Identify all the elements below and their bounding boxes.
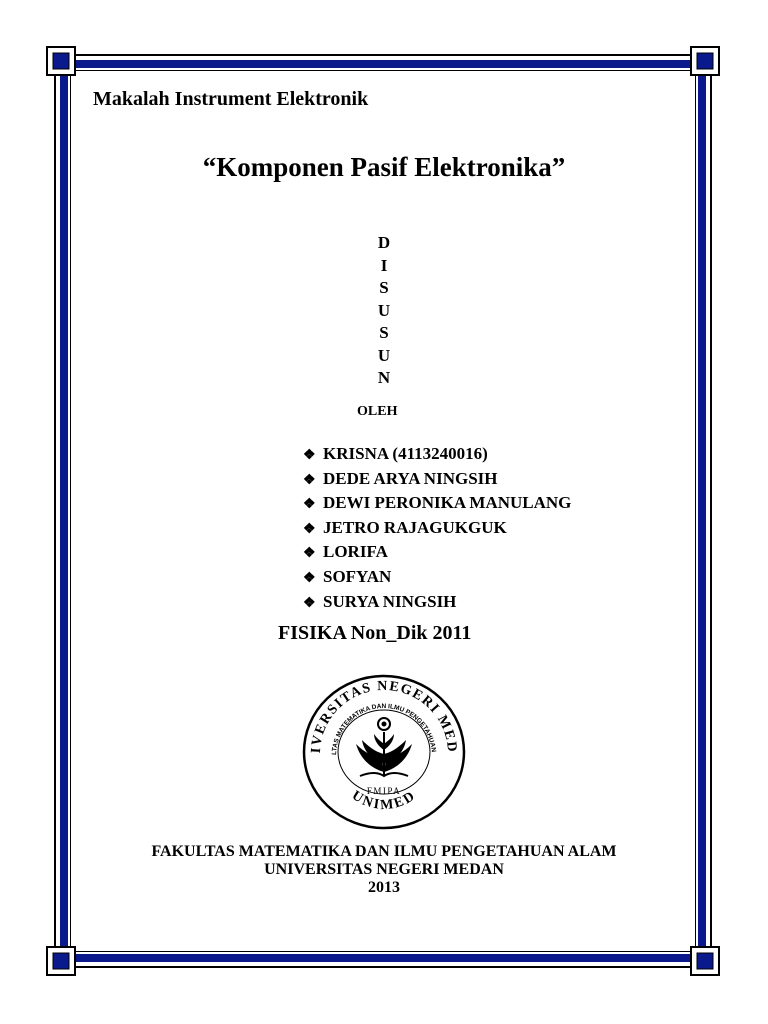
author-name: JETRO RAJAGUKGUK [323,517,507,537]
border-corner-icon [46,946,76,976]
disusun-letter: D [377,233,391,252]
border-corner-icon [690,46,720,76]
disusun-letter: S [379,323,389,342]
author-list [303,443,571,615]
disusun-vertical-label [366,232,402,390]
border-corner-icon [690,946,720,976]
seal-inner-text: LTAS MATEMATIKA DAN ILMU PENGETAHUAN [330,702,437,756]
disusun-letter: I [380,255,388,275]
seal-bottom-text: UNIMED [348,788,420,814]
disusun-letter: U [377,345,391,365]
footer-year: 2013 [368,879,400,896]
study-program: FISIKA Non_Dik 2011 [278,622,472,644]
by-label: OLEH [357,404,398,419]
disusun-letter: N [377,368,391,387]
diamond-bullet-icon: ❖ [303,497,316,513]
author-list-item [303,566,571,591]
author-list-item [303,492,571,517]
unimed-seal-icon [300,672,468,832]
author-name: DEWI PERONIKA MANULANG [323,493,572,513]
author-name: SOFYAN [323,566,392,586]
footer-university: UNIVERSITAS NEGERI MEDAN [264,861,504,878]
document-type-line: Makalah Instrument Elektronik [93,88,369,110]
author-list-item [303,517,571,542]
diamond-bullet-icon: ❖ [303,570,316,586]
diamond-bullet-icon: ❖ [303,595,316,611]
diamond-bullet-icon: ❖ [303,448,316,463]
diamond-bullet-icon: ❖ [303,472,316,488]
border-corner-icon [46,46,76,76]
footer-block [0,843,768,897]
author-name: KRISNA (4113240016) [323,444,488,463]
seal-center-text: FMIPA [366,786,402,796]
author-name: DEDE ARYA NINGSIH [323,468,498,488]
document-title: “Komponen Pasif Elektronika” [202,152,566,182]
diamond-bullet-icon: ❖ [303,521,316,537]
author-list-item [303,591,571,616]
disusun-letter: U [377,300,391,320]
disusun-letter: S [379,278,389,297]
diamond-bullet-icon: ❖ [303,546,316,562]
author-list-item [303,443,571,468]
author-list-item [303,468,571,493]
author-name: SURYA NINGSIH [323,591,457,611]
seal-outer-text: IVERSITAS NEGERI MED [308,678,460,754]
footer-faculty: FAKULTAS MATEMATIKA DAN ILMU PENGETAHUAN ALAM [151,843,617,860]
author-list-item [303,541,571,566]
author-name: LORIFA [323,542,388,562]
